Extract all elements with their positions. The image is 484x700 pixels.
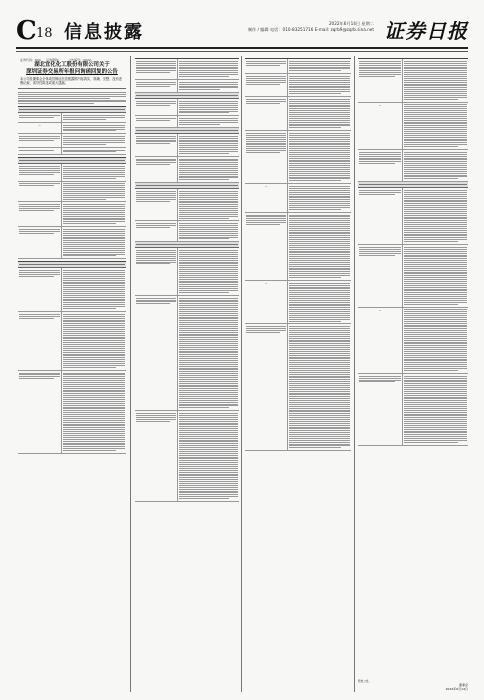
disclosure-table-3	[18, 261, 126, 454]
table-row	[358, 308, 468, 374]
masthead-meta	[248, 21, 374, 33]
closing-date: 2022年6月14日	[445, 687, 468, 691]
table-row	[135, 189, 239, 221]
disclosure-table-5	[245, 58, 351, 451]
page-letter: C	[16, 16, 37, 46]
announcement-header	[18, 56, 126, 89]
table-row	[18, 148, 126, 156]
table-row	[18, 182, 126, 203]
table-row	[135, 116, 239, 127]
table-row	[135, 157, 239, 184]
table-row	[358, 150, 468, 182]
table-row	[245, 281, 351, 325]
table-row	[135, 99, 239, 116]
table-row	[245, 59, 351, 74]
announcement-code-line: 证券代码：600___ 证券简称：____ 公告编号：2022-___	[20, 58, 97, 62]
table-row	[245, 324, 351, 451]
table-row	[358, 188, 468, 245]
table-row	[358, 59, 468, 103]
table-row	[245, 74, 351, 97]
column-4	[358, 56, 468, 691]
column-divider	[241, 56, 242, 692]
table-row	[245, 184, 351, 212]
empty-cell-dash: —	[245, 281, 288, 324]
body-text	[18, 92, 126, 104]
column-2	[135, 56, 239, 691]
closing-text: 特此公告。	[358, 679, 371, 683]
table-row	[18, 164, 126, 181]
table-row	[18, 268, 126, 312]
column-3	[245, 56, 351, 691]
table-row	[245, 97, 351, 131]
closing-block	[358, 680, 468, 691]
empty-cell-dash: —	[358, 103, 403, 149]
empty-cell-dash: —	[18, 123, 62, 133]
column-1	[18, 56, 126, 691]
table-row	[18, 312, 126, 371]
table-row	[135, 59, 239, 80]
masthead	[16, 18, 468, 46]
disclosure-table-6	[358, 58, 468, 446]
column-divider	[130, 56, 131, 692]
masthead-rule-thin	[16, 51, 468, 52]
disclosure-table-1	[18, 106, 126, 155]
disclosure-table-4	[135, 58, 239, 502]
date-line: 2022年6月14日 星期二	[328, 21, 374, 26]
table-row	[135, 221, 239, 242]
empty-cell-dash: —	[245, 184, 288, 211]
contact-line: 制作 / 编辑 电话：010-83251716 E-mail: zqrb9@zqrb.sina.net	[247, 27, 374, 32]
table-row	[18, 227, 126, 259]
table-row	[358, 374, 468, 446]
announcement-title-line1: 湖北宜化化工股份有限公司关于	[34, 62, 110, 68]
table-row	[358, 103, 468, 150]
table-row	[245, 213, 351, 281]
empty-cell-dash: —	[358, 308, 403, 373]
newspaper-logo: 证券日报	[384, 19, 468, 43]
masthead-rule	[16, 47, 468, 49]
announcement-title-line2: 深圳证券交易所年报问询函回复的公告	[26, 69, 118, 75]
column-divider	[354, 56, 355, 692]
table-row	[358, 245, 468, 308]
table-row	[245, 131, 351, 184]
table-row	[135, 80, 239, 93]
table-row	[135, 134, 239, 157]
table-row	[18, 134, 126, 147]
closing-signature: 董事会	[458, 683, 468, 687]
table-row	[18, 113, 126, 123]
page-number: 18	[36, 26, 53, 41]
announcement-notice: 本公司及董事会全体成员保证信息披露的内容真实、准确、完整，没有虚假记载、误导性陈述或重大遗漏。	[20, 77, 122, 85]
table-row	[135, 411, 239, 502]
table-row	[135, 248, 239, 295]
table-row	[18, 371, 126, 454]
disclosure-table-2	[18, 157, 126, 259]
table-row	[18, 123, 126, 134]
table-row	[135, 296, 239, 411]
section-title: 信息披露	[64, 22, 144, 43]
table-row	[18, 202, 126, 227]
